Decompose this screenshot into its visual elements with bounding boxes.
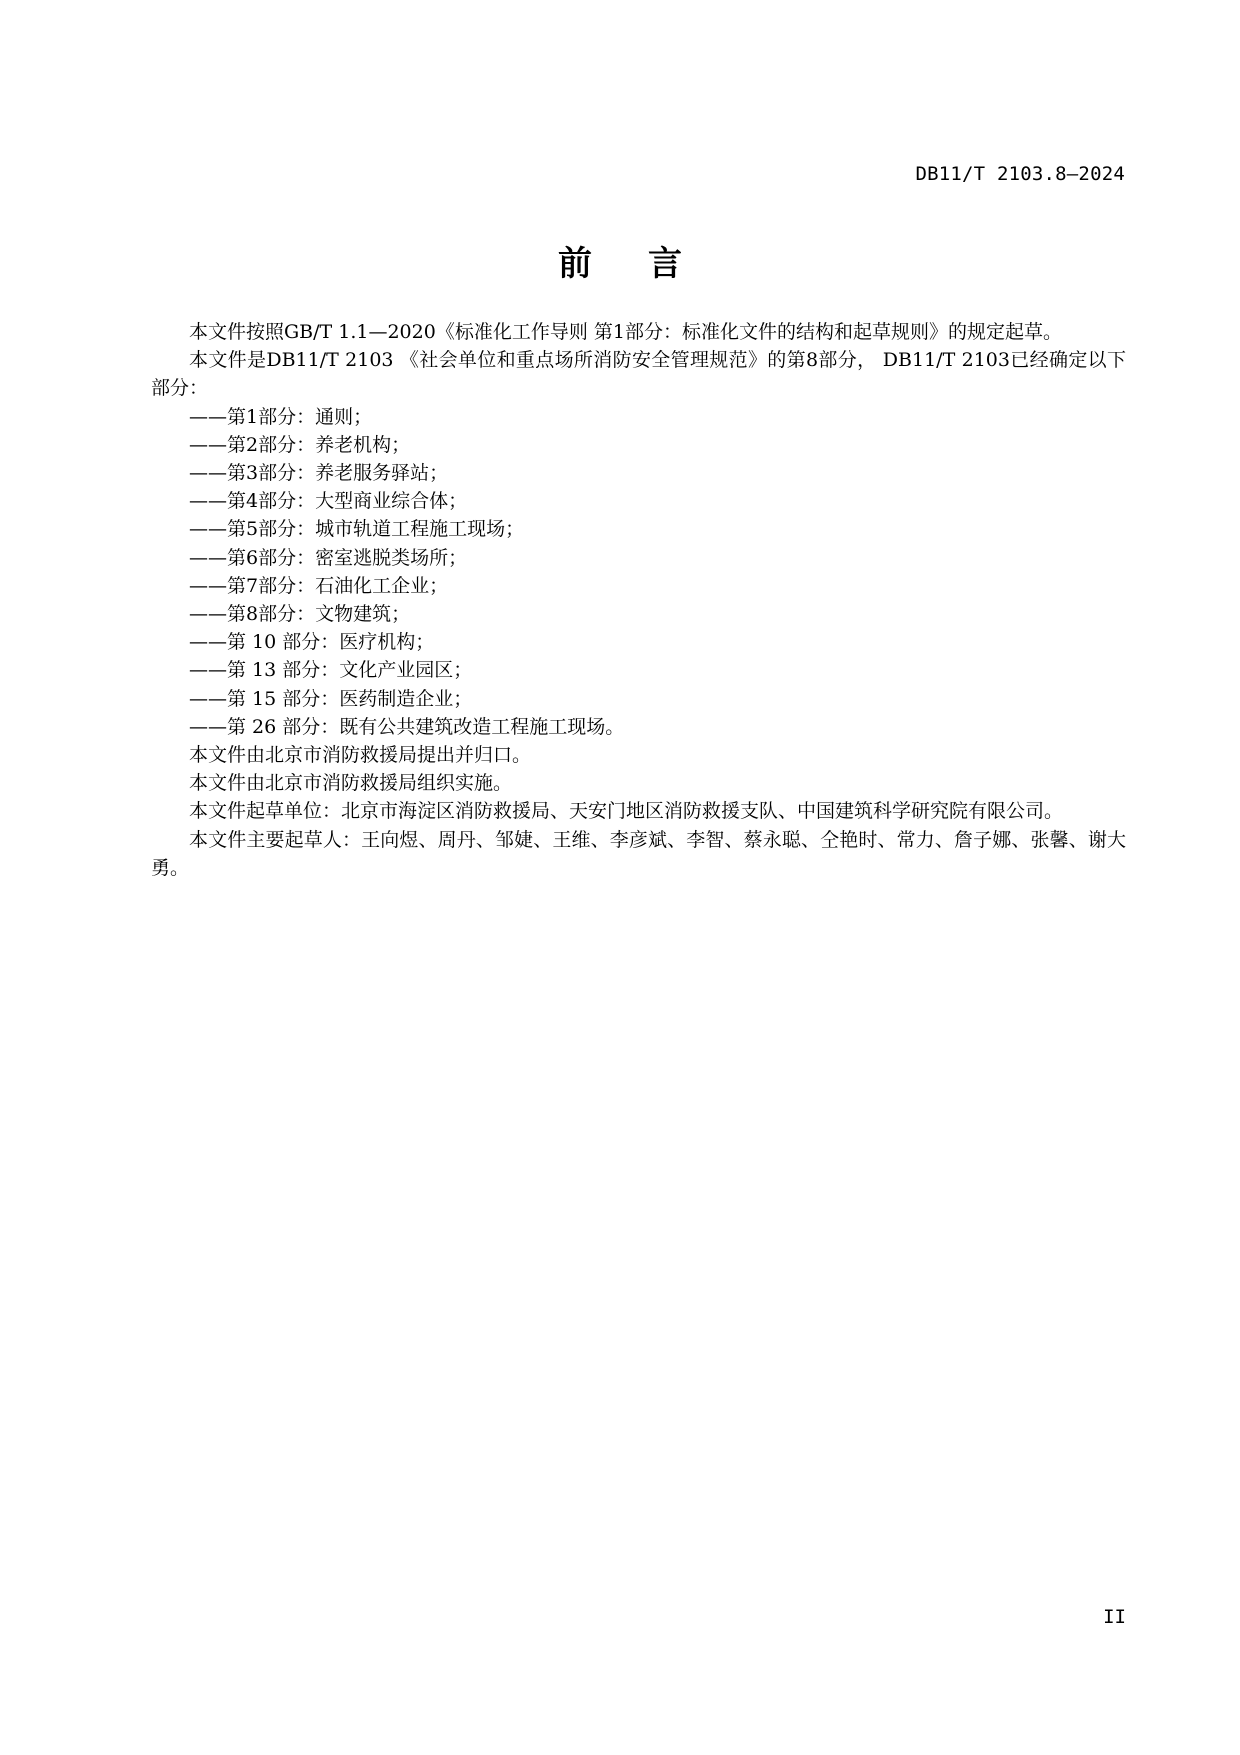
- list-item: ——第 26 部分：既有公共建筑改造工程施工现场。: [189, 715, 625, 738]
- list-item: ——第7部分：石油化工企业；: [189, 574, 449, 597]
- paragraph-proposed-by: 本文件由北京市消防救援局提出并归口。: [189, 744, 532, 767]
- list-item: ——第6部分：密室逃脱类场所；: [189, 546, 468, 569]
- page-number: II: [1103, 1606, 1126, 1628]
- list-item: ——第3部分：养老服务驿站；: [189, 462, 449, 485]
- paragraph-drafting-rules: 本文件按照GB/T 1.1—2020《标准化工作导则 第1部分：标准化文件的结构和起草规则》的规定起草。: [189, 321, 1062, 343]
- paragraph-part-of-series: 本文件是DB11/T 2103 《社会单位和重点场所消防安全管理规范》的第8部分， DB11/T 2103已经确定以下部分：: [151, 349, 1126, 400]
- page-title: 前言: [558, 244, 738, 284]
- list-item: ——第 10 部分：医疗机构；: [189, 631, 435, 654]
- paragraph-implemented-by: 本文件由北京市消防救援局组织实施。: [189, 772, 513, 795]
- list-item: ——第1部分：通则；: [189, 405, 373, 428]
- parts-list: [151, 403, 1126, 741]
- foreword-body: [151, 318, 1126, 882]
- paragraph-drafting-units: 本文件起草单位：北京市海淀区消防救援局、天安门地区消防救援支队、中国建筑科学研究院有限公司。: [189, 800, 1064, 823]
- paragraph-main-drafters: 本文件主要起草人：王向煜、周丹、邹婕、王维、李彦斌、李智、蔡永聪、仝艳时、常力、詹子娜、张馨、谢大勇。: [151, 828, 1126, 879]
- list-item: ——第4部分：大型商业综合体；: [189, 490, 468, 513]
- list-item: ——第2部分：养老机构；: [189, 433, 411, 456]
- list-item: ——第8部分：文物建筑；: [189, 603, 411, 626]
- list-item: ——第5部分：城市轨道工程施工现场；: [189, 518, 525, 541]
- list-item: ——第 15 部分：医药制造企业；: [189, 687, 473, 710]
- list-item: ——第 13 部分：文化产业园区；: [189, 659, 473, 682]
- document-code: DB11/T 2103.8—2024: [915, 163, 1125, 185]
